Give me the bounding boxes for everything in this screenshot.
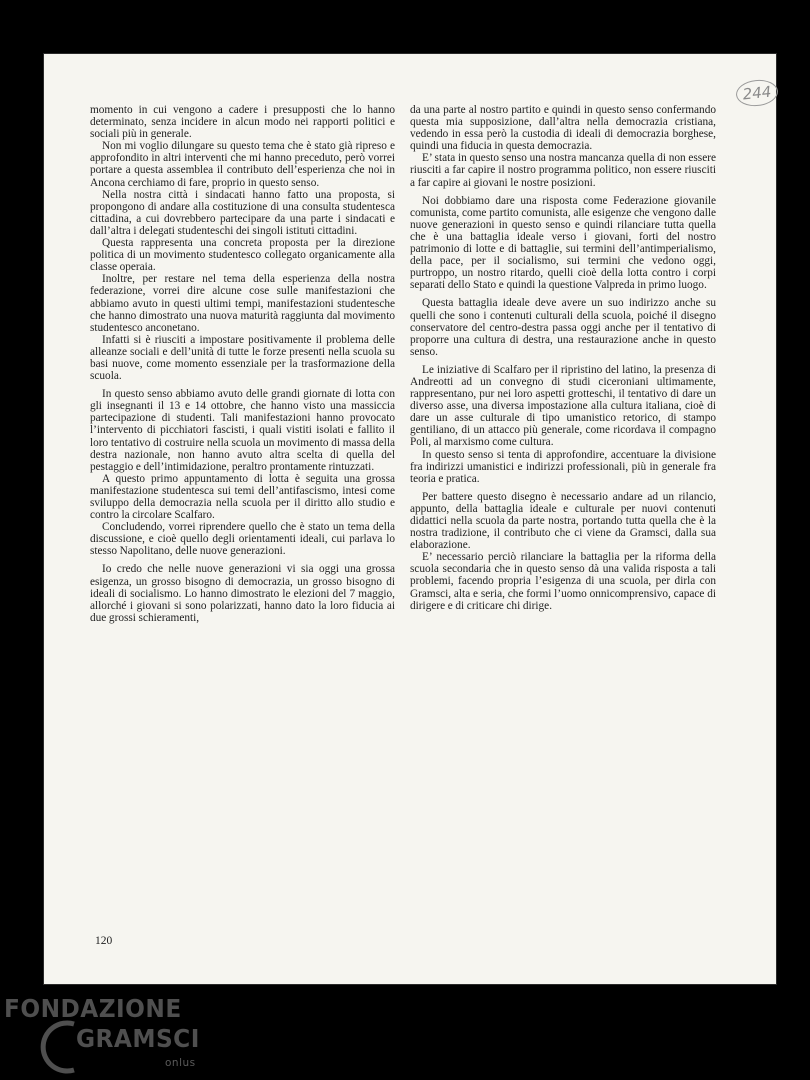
paragraph: A questo primo appuntamento di lotta è seguita una grossa manifestazione studentesca sui temi dell’antifascismo, intesi come sviluppo della democrazia nella scuola per il diritto allo studio e contro la circolare Scalfaro.	[90, 472, 395, 522]
paragraph: Infatti si è riusciti a impostare positivamente il problema delle alleanze sociali e dell’unità di tutte le forze presenti nella scuola su basi nuove, come momento essenziale per la trasformazione della scuola.	[90, 333, 395, 383]
paragraph: In questo senso abbiamo avuto delle grandi giornate di lotta con gli insegnanti il 13 e 14 ottobre, che hanno visto una massiccia partecipazione di studenti. Tali manifestazioni hanno provocato l’intervento di picchiatori fascisti, i quali vistiti isolati e fallito il loro tentativo di costruire nella scuola un movimento di massa della destra nazionale, non hanno avuto altra scelta di quella del pestaggio e dell’intimidazione, peraltro prontamente rintuzzati.	[90, 388, 395, 473]
paragraph: da una parte al nostro partito e quindi in questo senso confermando questa mia supposizione, dall’altra nella democrazia cristiana, vedendo in essa però la custodia di ideali di democrazia borghese, quindi una fiducia in questa democrazia.	[410, 104, 716, 153]
paragraph: Noi dobbiamo dare una risposta come Federazione giovanile comunista, come partito comunista, alle esigenze che vengono dalle nuove generazioni in questo senso e quindi rilanciare tutta quella che è una battaglia ideale verso i giovani, forti del nostro patrimonio di lotte e di battaglie, sui termini dell’antimperialismo, della pace, per il socialismo, sui termini che vedono oggi, purtroppo, un nostro ritardo, quelli cioè della lotta contro i corpi separati dello Stato e quindi la questione Valpreda in primo luogo.	[410, 194, 716, 292]
paragraph: Nella nostra città i sindacati hanno fatto una proposta, si propongono di andare alla costituzione di una consulta studentesca cittadina, a cui dovrebbero partecipare da una parte i sindacati e dall’altra i delegati studenteschi dei singoli istituti cittadini.	[90, 188, 395, 237]
logo-line-1: FONDAZIONE	[4, 994, 182, 1023]
logo-line-2: GRAMSCI	[76, 1024, 200, 1053]
paragraph: Le iniziative di Scalfaro per il ripristino del latino, la presenza di Andreotti ad un convegno di studi ciceroniani ultimamente, rappresentano, pur nei loro aspetti grotteschi, il tentativo di dare un diverso asse, una diversa impostazione alla cultura italiana, cioè di dare un asse culturale di tipo umanistico retorico, di stampo gentiliano, di un attacco più generale, come ricordava il compagno Poli, al marxismo come cultura.	[410, 363, 716, 449]
paragraph: Non mi voglio dilungare su questo tema che è stato già ripreso e approfondito in altri interventi che mi hanno preceduto, però vorrei portare a questa assemblea il contributo dell’esperienza che noi in Ancona cerchiamo di fare, proprio in questo senso.	[90, 140, 395, 189]
paragraph: Concludendo, vorrei riprendere quello che è stato un tema della discussione, e cioè quello degli orientamenti ideali, cui parlava lo stesso Napolitano, delle nuove generazioni.	[90, 521, 395, 558]
logo-suffix: onlus	[165, 1057, 196, 1069]
logo-arc-icon	[34, 1018, 78, 1074]
paragraph: momento in cui vengono a cadere i presupposti che lo hanno determinato, senza incidere in alcun modo nei rapporti politici e sociali più in generale.	[90, 104, 395, 141]
archive-number: 244	[741, 82, 773, 104]
scanned-page	[44, 54, 776, 984]
archive-number-stamp	[735, 78, 779, 108]
paragraph: Per battere questo disegno è necessario andare ad un rilancio, appunto, della battaglia ideale e culturale per nuovi contenuti didattici nella scuola da parte nostra, portando tutta quella che è la nostra tradizione, il contributo che ci viene da Gramsci, dalla sua elaborazione.	[410, 490, 716, 552]
paragraph: Io credo che nelle nuove generazioni vi sia oggi una grossa esigenza, un grosso bisogno di democrazia, un grosso bisogno di ideali di socialismo. Lo hanno dimostrato le elezioni del 7 maggio, allorché i giovani si sono polarizzati, hanno dato la loro fiducia ai due grossi schieramenti,	[90, 563, 395, 624]
fondazione-gramsci-logo	[4, 994, 209, 1074]
paragraph: Inoltre, per restare nel tema della esperienza della nostra federazione, vorrei dire alcune cose sulle manifestazioni che abbiamo avuto in questi ultimi tempi, manifestazioni studentesche che hanno dimostrato una nuova maturità raggiunta dal movimento studentesco anconetano.	[90, 273, 395, 334]
paragraph: E’ necessario perciò rilanciare la battaglia per la riforma della scuola secondaria che in questo senso dà una valida risposta a tali problemi, facendo propria l’esigenza di una scuola, per dirla con Gramsci, alta e seria, che formi l’uomo onnicomprensivo, capace di dirigere e di criticare chi dirige.	[410, 551, 716, 612]
page-number: 120	[95, 935, 113, 947]
text-column-left	[90, 104, 395, 624]
paragraph: Questa battaglia ideale deve avere un suo indirizzo anche su quelli che sono i contenuti culturali della scuola, poiché il disegno conservatore del centro-destra passa oggi anche per il tentativo di proporre una cultura di destra, una restaurazione anche in questo senso.	[410, 297, 716, 358]
paragraph: E’ stata in questo senso una nostra mancanza quella di non essere riusciti a far capire il nostro programma politico, non essere riusciti a far capire ai giovani le nostre posizioni.	[410, 152, 716, 189]
text-column-right	[410, 104, 716, 612]
paragraph: Questa rappresenta una concreta proposta per la direzione politica di un movimento studentesco collegato organicamente alla classe operaia.	[90, 237, 395, 274]
paragraph: In questo senso si tenta di approfondire, accentuare la divisione fra indirizzi umanistici e indirizzi professionali, più in generale fra teoria e pratica.	[410, 448, 716, 485]
